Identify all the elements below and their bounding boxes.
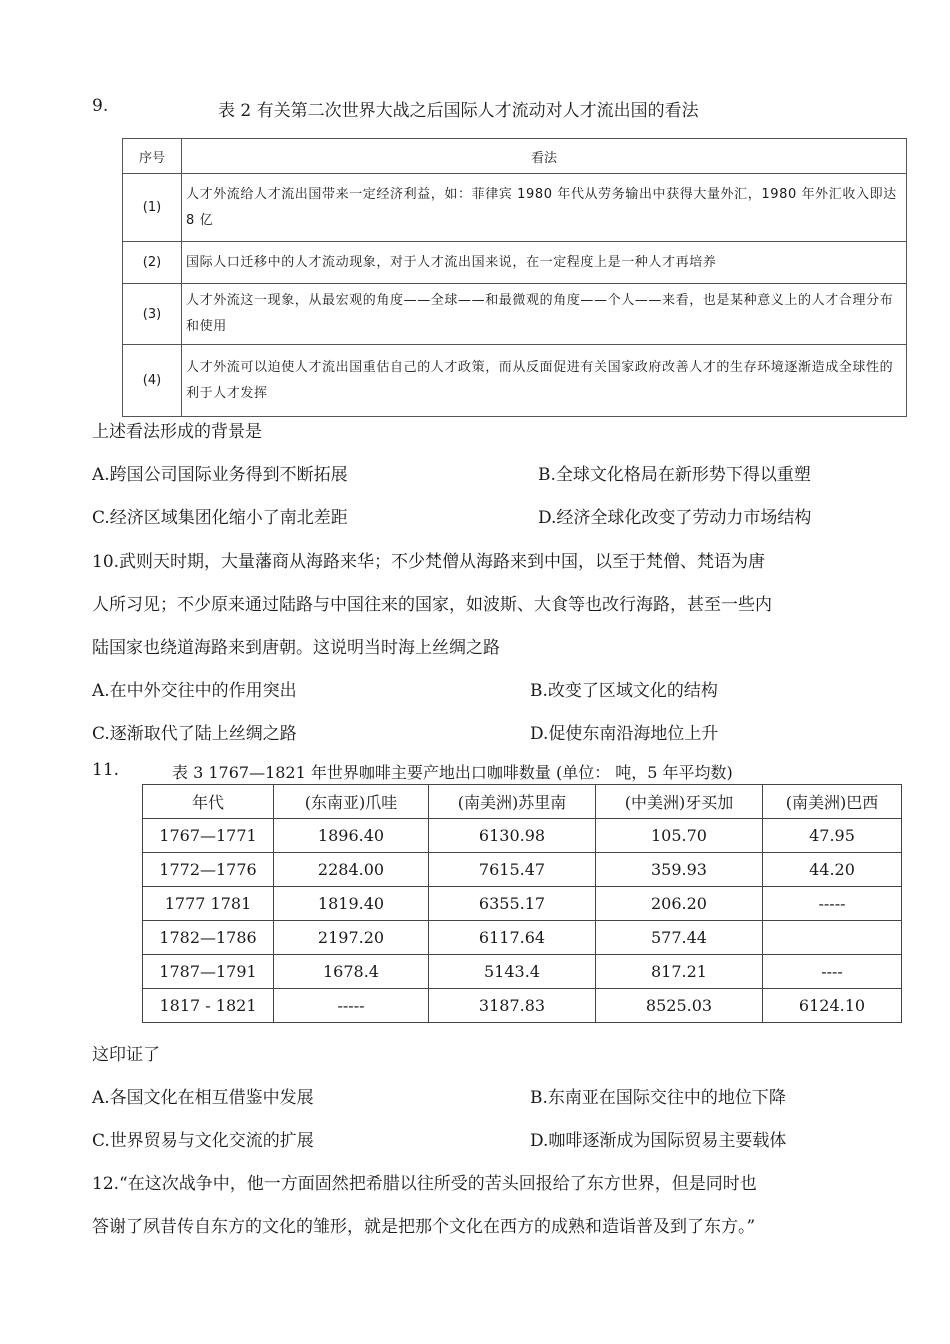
q10-option-d[interactable]: D.促使东南沿海地位上升: [530, 724, 719, 744]
header-cell: 年代: [143, 785, 274, 819]
table-cell: 3187.83: [429, 989, 596, 1023]
table-cell: 5143.4: [429, 955, 596, 989]
q9-table: [122, 138, 907, 417]
q9-option-a[interactable]: A.跨国公司国际业务得到不断拓展: [92, 465, 348, 485]
table-cell: 1819.40: [274, 887, 429, 921]
q12-stem-line-2: 答谢了夙昔传自东方的文化的雏形，就是把那个文化在西方的成熟和造诣普及到了东方。”: [92, 1217, 756, 1237]
q10-option-c[interactable]: C.逐渐取代了陆上丝绸之路: [92, 724, 297, 744]
header-cell: (南美洲)巴西: [763, 785, 902, 819]
q11-question: 这印证了: [92, 1045, 160, 1065]
q9-question: 上述看法形成的背景是: [92, 422, 262, 442]
table-cell: 8525.03: [596, 989, 763, 1023]
table-row: [143, 955, 902, 989]
q10-stem-line-3: 陆国家也绕道海路来到唐朝。这说明当时海上丝绸之路: [92, 638, 500, 658]
row-number: (1): [123, 174, 182, 242]
table-cell: ----: [763, 955, 902, 989]
q12-stem-line-1: 12.“在这次战争中，他一方面固然把希腊以往所受的苦头回报给了东方世界，但是同时也: [92, 1174, 757, 1194]
header-cell: (中美洲)牙买加: [596, 785, 763, 819]
table-cell: 6355.17: [429, 887, 596, 921]
q11-option-d[interactable]: D.咖啡逐渐成为国际贸易主要载体: [530, 1131, 787, 1151]
table-row: [123, 284, 907, 345]
q11-option-c[interactable]: C.世界贸易与文化交流的扩展: [92, 1131, 314, 1151]
table-row: [123, 345, 907, 417]
table-cell: [763, 921, 902, 955]
table-cell: 44.20: [763, 853, 902, 887]
q10-option-a[interactable]: A.在中外交往中的作用突出: [92, 681, 297, 701]
row-text: 人才外流这一现象，从最宏观的角度——全球——和最微观的角度——个人——来看，也是某种意义上的人才合理分布和使用: [182, 284, 907, 345]
header-cell: (东南亚)爪哇: [274, 785, 429, 819]
row-text: 人才外流可以迫使人才流出国重估自己的人才政策，而从反面促进有关国家政府改善人才的生存环境逐渐造成全球性的利于人才发挥: [182, 345, 907, 417]
q11-table-caption: 表 3 1767—1821 年世界咖啡主要产地出口咖啡数量 (单位： 吨，5 年平均数): [172, 763, 733, 782]
table-row: [143, 819, 902, 853]
table-cell: 1896.40: [274, 819, 429, 853]
table-cell: 1777 1781: [143, 887, 274, 921]
header-cell: 序号: [123, 139, 182, 174]
table-cell: 1678.4: [274, 955, 429, 989]
table-header-row: [123, 139, 907, 174]
table-row: [143, 887, 902, 921]
table-cell: 6117.64: [429, 921, 596, 955]
q9-option-b[interactable]: B.全球文化格局在新形势下得以重塑: [538, 465, 811, 485]
table-cell: 1772—1776: [143, 853, 274, 887]
q9-number: 9.: [92, 96, 109, 116]
table-cell: 1787—1791: [143, 955, 274, 989]
table-row: [143, 989, 902, 1023]
table-cell: 1817 - 1821: [143, 989, 274, 1023]
q10-stem-line-2: 人所习见；不少原来通过陆路与中国往来的国家，如波斯、大食等也改行海路，甚至一些内: [92, 595, 772, 615]
header-cell: (南美洲)苏里南: [429, 785, 596, 819]
table-row: [143, 853, 902, 887]
table-cell: 47.95: [763, 819, 902, 853]
table-header-row: [143, 785, 902, 819]
q9-option-c[interactable]: C.经济区域集团化缩小了南北差距: [92, 508, 348, 528]
table-cell: 2197.20: [274, 921, 429, 955]
table-cell: 1767—1771: [143, 819, 274, 853]
q9-option-d[interactable]: D.经济全球化改变了劳动力市场结构: [538, 508, 812, 528]
table-cell: 577.44: [596, 921, 763, 955]
table-cell: -----: [274, 989, 429, 1023]
q11-option-b[interactable]: B.东南亚在国际交往中的地位下降: [530, 1088, 786, 1108]
table-row: [143, 921, 902, 955]
table-cell: 817.21: [596, 955, 763, 989]
table-cell: 1782—1786: [143, 921, 274, 955]
table-cell: 2284.00: [274, 853, 429, 887]
q10-option-b[interactable]: B.改变了区域文化的结构: [530, 681, 718, 701]
table-cell: 206.20: [596, 887, 763, 921]
row-text: 人才外流给人才流出国带来一定经济利益，如：菲律宾 1980 年代从劳务输出中获得大量外汇，1980 年外汇收入即达 8 亿: [182, 174, 907, 242]
q11-number: 11.: [92, 760, 120, 780]
q10-stem-line-1: 10.武则天时期，大量藩商从海路来华；不少梵僧从海路来到中国，以至于梵僧、梵语为唐: [92, 552, 766, 572]
table-cell: 105.70: [596, 819, 763, 853]
table-cell: 6130.98: [429, 819, 596, 853]
table-row: [123, 174, 907, 242]
row-number: (2): [123, 242, 182, 284]
row-number: (4): [123, 345, 182, 417]
table-cell: 6124.10: [763, 989, 902, 1023]
table-row: [123, 242, 907, 284]
row-text: 国际人口迁移中的人才流动现象，对于人才流出国来说，在一定程度上是一种人才再培养: [182, 242, 907, 284]
row-number: (3): [123, 284, 182, 345]
table-cell: -----: [763, 887, 902, 921]
q11-table: [142, 784, 902, 1023]
header-cell: 看法: [182, 139, 907, 174]
q11-option-a[interactable]: A.各国文化在相互借鉴中发展: [92, 1088, 314, 1108]
q9-table-caption: 表 2 有关第二次世界大战之后国际人才流动对人才流出国的看法: [218, 101, 699, 121]
table-cell: 7615.47: [429, 853, 596, 887]
table-cell: 359.93: [596, 853, 763, 887]
